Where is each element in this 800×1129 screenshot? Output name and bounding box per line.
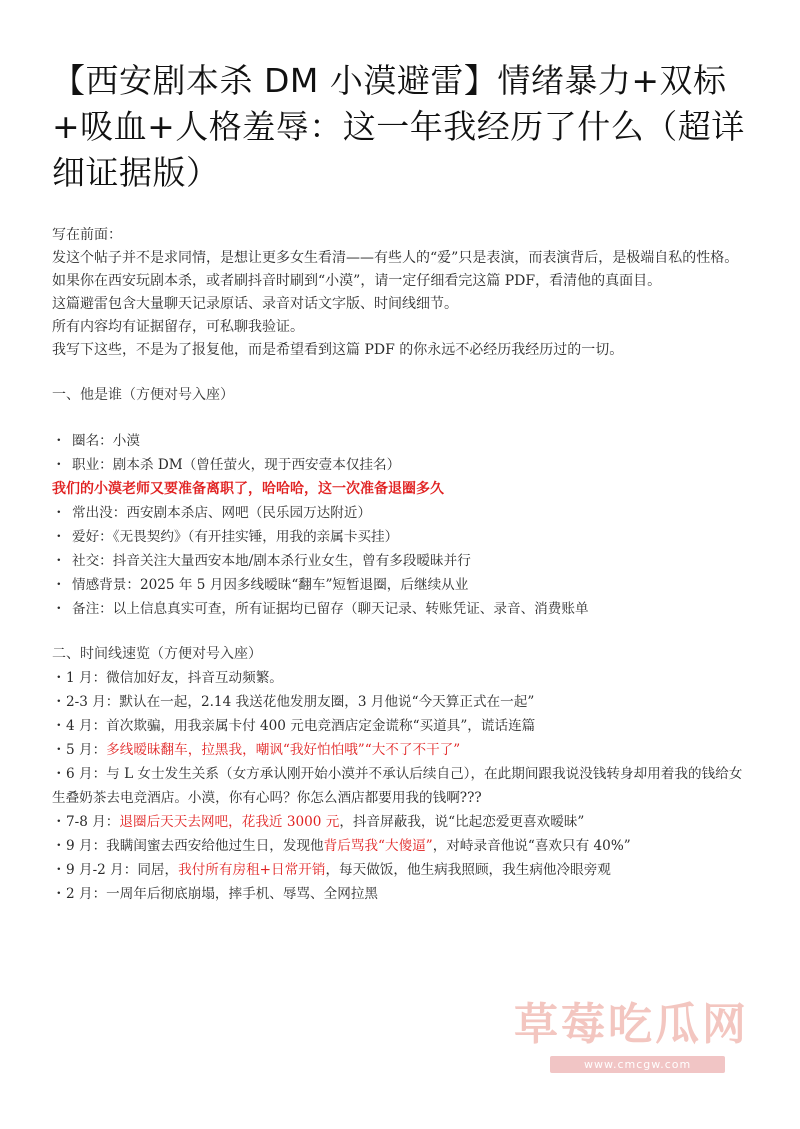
- document-page: [52, 58, 752, 906]
- intro-line: 这篇避雷包含大量聊天记录原话、录音对话文字版、时间线细节。: [52, 296, 458, 312]
- timeline-item: ・2-3 月：默认在一起，2.14 我送花他发朋友圈，3 月他说“今天算正式在一起”: [52, 694, 535, 710]
- red-highlight: 退圈后天天去网吧，花我近 3000 元: [119, 814, 340, 830]
- profile-item: ・ 备注：以上信息真实可查，所有证据均已留存（聊天记录、转账凭证、录音、消费账单: [52, 597, 752, 621]
- red-highlight: 背后骂我“大傻逼”: [323, 838, 433, 854]
- page-title: 【西安剧本杀 DM 小漠避雷】情绪暴力+双标+吸血+人格羞辱：这一年我经历了什么（超详细证据版）: [52, 61, 745, 192]
- intro-heading: 写在前面：: [52, 227, 122, 243]
- profile-item: ・ 职业：剧本杀 DM（曾任萤火，现于西安壹本仅挂名）: [52, 453, 752, 477]
- timeline-item: ・5 月：多线暧昧翻车，拉黑我，嘲讽“我好怕怕哦”“大不了不干了”: [52, 742, 461, 758]
- profile-item: ・ 情感背景：2025 年 5 月因多线暧昧“翻车”短暂退圈，后继续从业: [52, 573, 752, 597]
- bullet-dot: ・: [52, 433, 66, 449]
- bullet-dot: ・: [52, 505, 66, 521]
- red-highlight: 我付所有房租+日常开销: [178, 862, 326, 878]
- timeline-item: ・4 月：首次欺骗，用我亲属卡付 400 元电竞酒店定金谎称“买道具”，谎话连篇: [52, 718, 536, 734]
- section-heading-who: 一、他是谁（方便对号入座）: [52, 387, 234, 403]
- timeline-item: ・9 月：我瞒闺蜜去西安给他过生日，发现他背后骂我“大傻逼”，对峙录音他说“喜欢只有 40%”: [52, 838, 631, 854]
- profile-item: ・ 爱好：《无畏契约》（有开挂实锤，用我的亲属卡买挂）: [52, 525, 752, 549]
- timeline-item: ・2 月：一周年后彻底崩塌，摔手机、辱骂、全网拉黑: [52, 886, 379, 902]
- bullet-dot: ・: [52, 529, 66, 545]
- profile-item: ・ 圈名：小漠: [52, 429, 752, 453]
- highlight-line: 我们的小漠老师又要准备离职了，哈哈哈，这一次准备退圈多久: [52, 481, 444, 497]
- intro-line: 发这个帖子并不是求同情，是想让更多女生看清——有些人的“爱”只是表演，而表演背后，是极端自私的性格。: [52, 250, 739, 266]
- watermark-logo: 草莓吃瓜网: [514, 999, 749, 1050]
- timeline-item: ・1 月：微信加好友，抖音互动频繁。: [52, 670, 283, 686]
- watermark-url: www.cmcgw.com: [550, 1056, 725, 1073]
- intro-line: 所有内容均有证据留存，可私聊我验证。: [52, 319, 304, 335]
- timeline-item: ・6 月：与 L 女士发生关系（女方承认刚开始小漠并不承认后续自己），在此期间跟我说没钱转身却用着我的钱给女生叠奶茶去电竞酒店。小漠，你有心吗？你怎么酒店都要用我的钱啊???: [52, 766, 743, 806]
- red-highlight: 多线暧昧翻车，拉黑我，嘲讽“我好怕怕哦”“大不了不干了”: [106, 742, 461, 758]
- bullet-dot: ・: [52, 457, 66, 473]
- bullet-dot: ・: [52, 553, 66, 569]
- intro-line: 如果你在西安玩剧本杀，或者刷抖音时刷到“小漠”，请一定仔细看完这篇 PDF，看清他的真面目。: [52, 273, 662, 289]
- profile-item: ・ 常出没：西安剧本杀店、网吧（民乐园万达附近）: [52, 501, 752, 525]
- profile-item: ・ 社交：抖音关注大量西安本地/剧本杀行业女生，曾有多段暧昧并行: [52, 549, 752, 573]
- intro-line: 我写下这些，不是为了报复他，而是希望看到这篇 PDF 的你永远不必经历我经历过的一切。: [52, 342, 624, 358]
- bullet-dot: ・: [52, 577, 66, 593]
- section-heading-timeline: 二、时间线速览（方便对号入座）: [52, 646, 262, 662]
- timeline-item: ・9 月-2 月：同居，我付所有房租+日常开销，每天做饭，他生病我照顾，我生病他冷眼旁观: [52, 862, 611, 878]
- timeline-item: ・7-8 月：退圈后天天去网吧，花我近 3000 元，抖音屏蔽我，说“比起恋爱更喜欢暧昧”: [52, 814, 585, 830]
- bullet-dot: ・: [52, 601, 66, 617]
